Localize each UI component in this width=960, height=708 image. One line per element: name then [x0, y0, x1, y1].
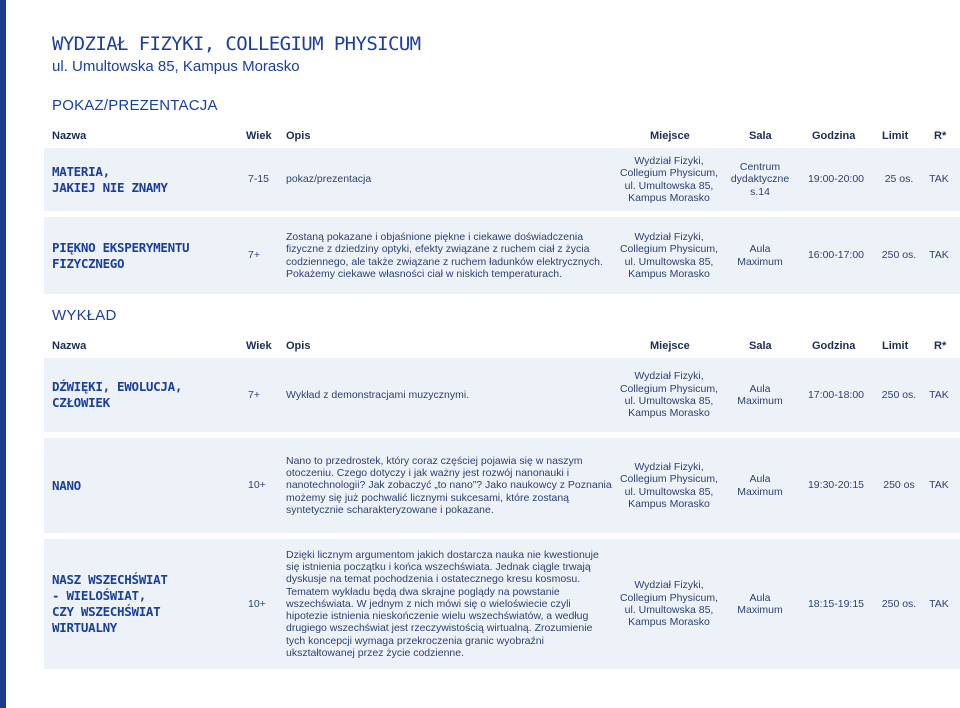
event-name: DŹWIĘKI, EWOLUCJA, CZŁOWIEK: [52, 379, 183, 410]
event-registration: TAK: [929, 173, 949, 186]
event-description: pokaz/prezentacja: [286, 173, 372, 186]
col-wiek: Wiek: [246, 340, 272, 352]
col-miejsce: Miejsce: [650, 340, 690, 352]
event-description: Zostaną pokazane i objaśnione piękne i ciekawe doświadczenia fizyczne z dziedziny optyki, efekty związane z ruchem ciał z życia codziennego, ale także związane z ruchem ładunków elektrycznych. Pokażemy ciekawe własności ciał w niskich temperaturach.: [286, 230, 603, 280]
event-limit: 250 os.: [881, 249, 917, 262]
section-heading-wyklad: WYKŁAD: [52, 307, 117, 324]
event-room: Aula Maximum: [737, 243, 783, 268]
event-name: NANO: [52, 477, 81, 493]
section-heading-pokaz: POKAZ/PREZENTACJA: [52, 97, 218, 114]
col-wiek: Wiek: [246, 130, 272, 142]
col-opis: Opis: [286, 130, 311, 142]
col-sala: Sala: [749, 340, 772, 352]
event-name: NASZ WSZECHŚWIAT - WIELOŚWIAT, CZY WSZECHŚWIAT WIRTUALNY: [52, 572, 168, 635]
event-name: MATERIA, JAKIEJ NIE ZNAMY: [52, 163, 168, 195]
event-age: 10+: [248, 597, 266, 610]
col-r: R*: [934, 130, 947, 142]
table-row: [44, 438, 960, 533]
col-godzina: Godzina: [812, 340, 856, 352]
col-nazwa: Nazwa: [52, 130, 87, 142]
event-place: Wydział Fizyki, Collegium Physicum, ul. Umultowska 85, Kampus Morasko: [619, 370, 719, 420]
event-room: Centrum dydaktyczne s.14: [730, 161, 790, 198]
event-place: Wydział Fizyki, Collegium Physicum, ul. Umultowska 85, Kampus Morasko: [619, 230, 719, 280]
faculty-address: ul. Umultowska 85, Kampus Morasko: [52, 58, 300, 75]
col-nazwa: Nazwa: [52, 340, 87, 352]
event-limit: 250 os.: [881, 388, 917, 401]
event-time: 17:00-18:00: [807, 388, 865, 401]
event-registration: TAK: [929, 597, 949, 610]
event-place: Wydział Fizyki, Collegium Physicum, ul. Umultowska 85, Kampus Morasko: [619, 154, 719, 204]
faculty-title: WYDZIAŁ FIZYKI, COLLEGIUM PHYSICUM: [52, 33, 421, 55]
event-limit: 25 os.: [884, 173, 914, 186]
table-row: [44, 217, 960, 294]
event-name: PIĘKNO EKSPERYMENTU FIZYCZNEGO: [52, 239, 190, 271]
column-header-row: [44, 336, 960, 358]
event-description: Nano to przedrostek, który coraz częściej pojawia się w naszym otoczeniu. Czego dotyczy i jak ważny jest rozwój nanonauki i nanotechnologii? Jak zobaczyć „to nano”? Jako naukowcy z Poznania możemy się już pochwalić licznymi sukcesami, które zostaną syntetycznie scharakteryzowane i pokazane.: [286, 454, 612, 516]
column-header-row: [44, 126, 960, 148]
col-limit: Limit: [882, 340, 909, 352]
event-time: 19:00-20:00: [807, 173, 865, 186]
page-header: [52, 33, 421, 76]
col-limit: Limit: [882, 130, 909, 142]
event-room: Aula Maximum: [737, 473, 783, 498]
event-registration: TAK: [929, 249, 949, 262]
col-sala: Sala: [749, 130, 772, 142]
event-age: 7+: [248, 388, 260, 401]
col-opis: Opis: [286, 340, 311, 352]
event-place: Wydział Fizyki, Collegium Physicum, ul. Umultowska 85, Kampus Morasko: [619, 579, 719, 629]
event-registration: TAK: [929, 388, 949, 401]
event-age: 7+: [248, 249, 260, 262]
table-row: [44, 358, 960, 432]
event-time: 16:00-17:00: [807, 249, 865, 262]
col-r: R*: [934, 340, 947, 352]
event-description: Dzięki licznym argumentom jakich dostarcza nauka nie kwestionuje się istnienia początku i końca wszechświata. Jednak ciągle trwają dyskusje na temat pochodzenia i ostatecznego kresu kosmosu. Tematem wykładu będą dwa skrajne poglądy na powstanie wszechświata. W jednym z nich mówi się o wieloświecie czyli hipotezie istnienia nieskończenie wielu wszechświatów, a według drugiego wszechświat jest rzeczywistością wirtualną. Zrozumienie tych koncepcji wymaga przekroczenia granic wyobraźni ukształtowanej przez życie codzienne.: [286, 548, 599, 660]
event-limit: 250 os: [883, 479, 915, 492]
event-time: 19:30-20:15: [807, 479, 865, 492]
event-room: Aula Maximum: [737, 591, 783, 616]
event-age: 10+: [248, 479, 266, 492]
event-registration: TAK: [929, 479, 949, 492]
table-row: [44, 539, 960, 669]
event-description: Wykład z demonstracjami muzycznymi.: [286, 388, 470, 401]
event-limit: 250 os.: [881, 597, 917, 610]
event-time: 18:15-19:15: [807, 597, 865, 610]
event-age: 7-15: [248, 173, 270, 186]
table-row: [44, 148, 960, 211]
event-room: Aula Maximum: [737, 382, 783, 407]
event-place: Wydział Fizyki, Collegium Physicum, ul. Umultowska 85, Kampus Morasko: [619, 460, 719, 510]
col-godzina: Godzina: [812, 130, 856, 142]
left-accent-bar: [0, 0, 6, 708]
col-miejsce: Miejsce: [650, 130, 690, 142]
